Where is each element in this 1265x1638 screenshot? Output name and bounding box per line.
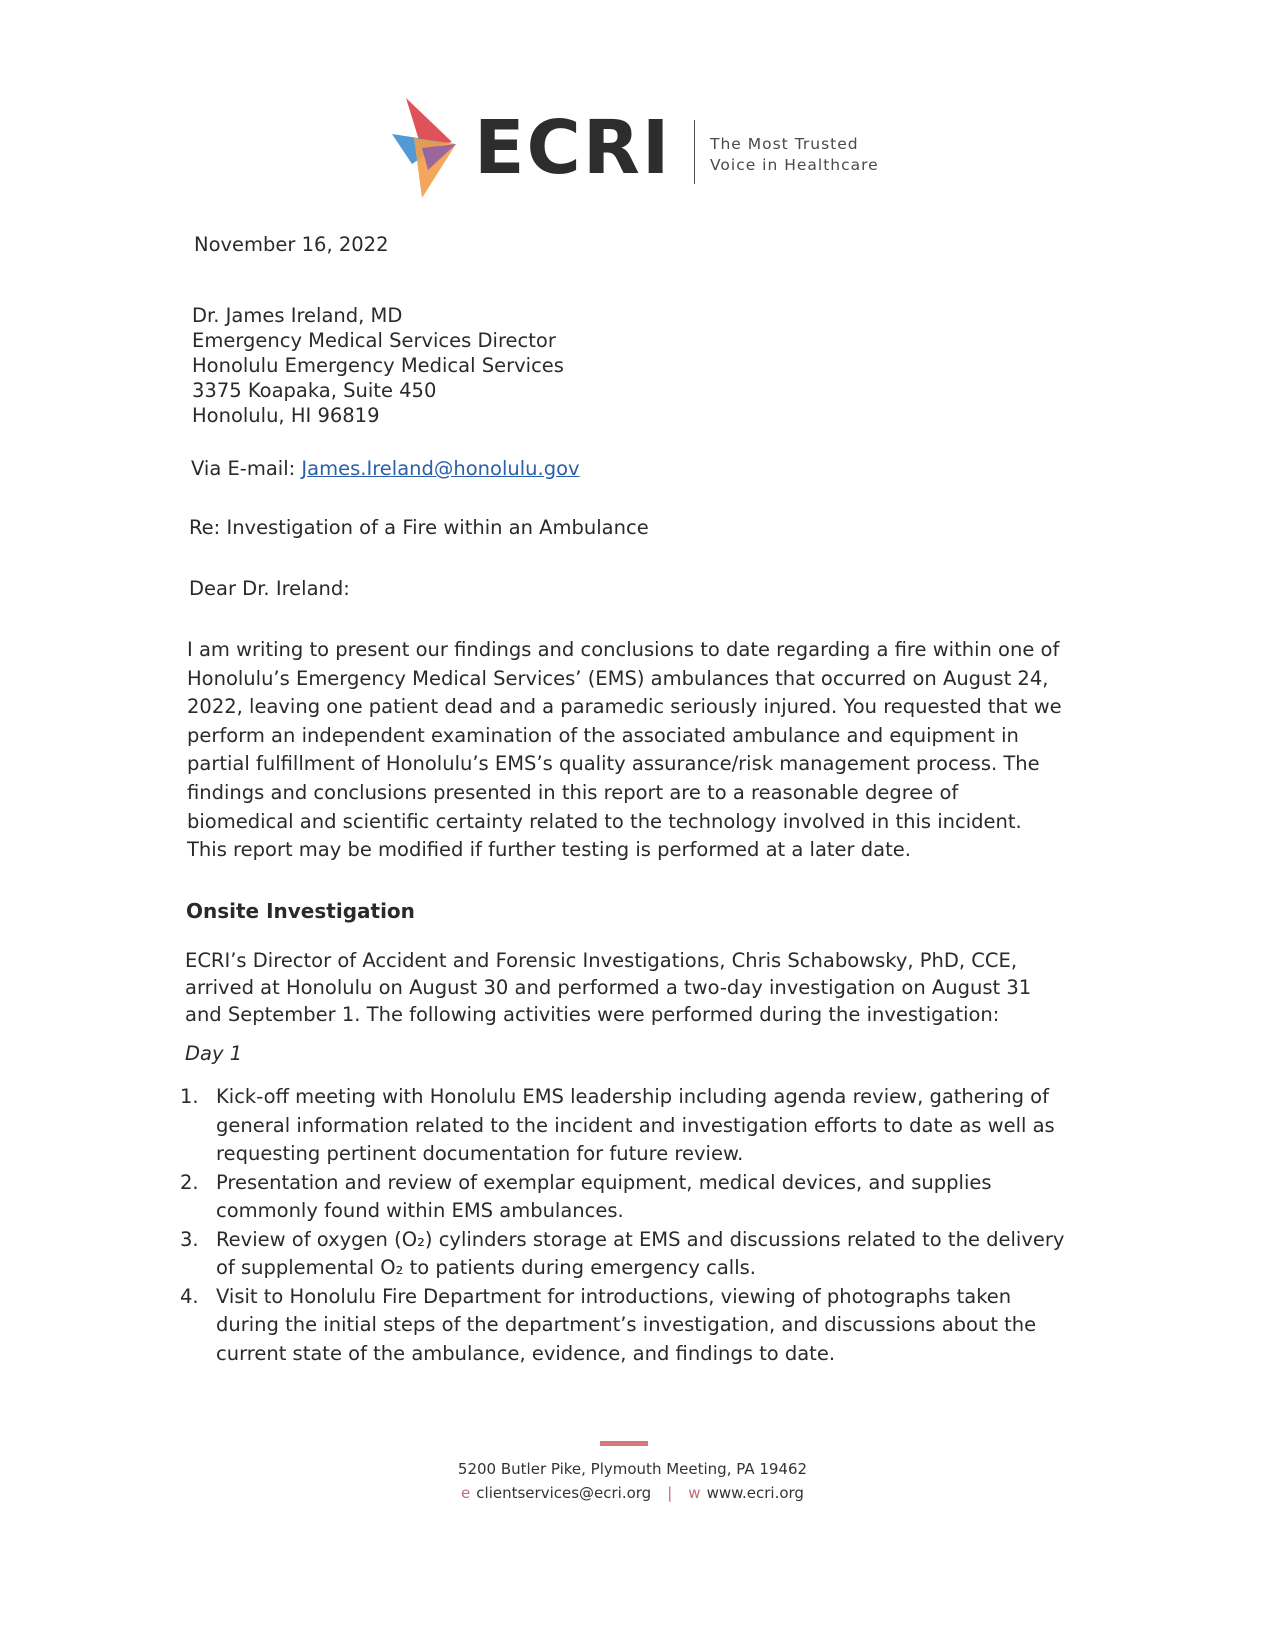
activities-list <box>180 1083 1080 1368</box>
list-item <box>180 1169 1080 1226</box>
footer-separator: | <box>667 1484 673 1502</box>
footer-web-label: w <box>688 1484 701 1502</box>
salutation: Dear Dr. Ireland: <box>189 577 350 600</box>
recipient-name: Dr. James Ireland, MD <box>192 304 403 327</box>
recipient-title: Emergency Medical Services Director <box>192 329 556 352</box>
recipient-street: 3375 Koapaka, Suite 450 <box>192 379 437 402</box>
list-item-number: 4. <box>180 1284 199 1308</box>
recipient-address <box>192 303 564 428</box>
list-item-number: 3. <box>180 1227 199 1251</box>
logo-tagline <box>710 134 879 176</box>
subject-line: Re: Investigation of a Fire within an Ambulance <box>189 516 649 539</box>
list-item <box>180 1083 1080 1169</box>
section-heading: Onsite Investigation <box>186 899 415 923</box>
list-item-text: Presentation and review of exemplar equipment, medical devices, and supplies commonly found within EMS ambulances. <box>216 1170 992 1222</box>
recipient-organization: Honolulu Emergency Medical Services <box>192 354 564 377</box>
list-item-text: Visit to Honolulu Fire Department for introductions, viewing of photographs taken during the initial steps of the department’s investigation, and discussions about the current state of the ambulance, evidence, and findings to date. <box>216 1284 1037 1365</box>
list-item-text: Kick-off meeting with Honolulu EMS leadership including agenda review, gathering of general information related to the incident and investigation efforts to date as well as requesting pertinent documentation for future review. <box>216 1085 1055 1165</box>
tagline-line-2: Voice in Healthcare <box>710 156 879 174</box>
section-paragraph: ECRI’s Director of Accident and Forensic Investigations, Chris Schabowsky, PhD, CCE, arrived at Honolulu on August 30 and performed a two-day investigation on August 31 and September 1. The following activities were performed during the investigation: <box>185 949 1032 1026</box>
intro-paragraph: I am writing to present our findings and conclusions to date regarding a fire within one of Honolulu’s Emergency Medical Services’ (EMS) ambulances that occurred on August 24, 2022, leaving one patient dead and a paramedic seriously injured. You requested that we perform an independent examination of the associated ambulance and equipment in partial fulfillment of Honolulu’s EMS’s quality assurance/risk management process. The findings and conclusions presented in this report are to a reasonable degree of biomedical and scientific certainty related to the technology involved in this incident. This report may be modified if further testing is performed at a later date. <box>187 638 1062 862</box>
ecri-logo <box>392 98 912 198</box>
list-item-number: 1. <box>180 1085 199 1108</box>
footer-website-link[interactable]: www.ecri.org <box>706 1484 804 1502</box>
list-item <box>180 1226 1080 1283</box>
list-item-number: 2. <box>180 1170 199 1194</box>
ecri-arrow-logo-icon <box>392 98 472 198</box>
via-email-line <box>191 456 580 481</box>
logo-wordmark: ECRI <box>474 105 672 191</box>
footer-email-label: e <box>461 1484 471 1502</box>
day-heading: Day 1 <box>185 1042 243 1065</box>
recipient-city: Honolulu, HI 96819 <box>192 404 380 427</box>
letter-date: November 16, 2022 <box>194 233 389 256</box>
footer-accent-bar <box>600 1441 648 1446</box>
footer-contact <box>0 1484 1265 1502</box>
via-email-label: Via E-mail: <box>191 457 302 480</box>
recipient-email-link[interactable]: James.Ireland@honolulu.gov <box>301 457 580 480</box>
logo-divider <box>694 120 695 184</box>
footer-email-link[interactable]: clientservices@ecri.org <box>476 1484 652 1502</box>
footer-address: 5200 Butler Pike, Plymouth Meeting, PA 19462 <box>457 1460 808 1478</box>
tagline-line-1: The Most Trusted <box>710 135 859 153</box>
list-item <box>180 1283 1080 1369</box>
list-item-text: Review of oxygen (O₂) cylinders storage at EMS and discussions related to the delivery of supplemental O₂ to patients during emergency calls. <box>216 1227 1065 1279</box>
